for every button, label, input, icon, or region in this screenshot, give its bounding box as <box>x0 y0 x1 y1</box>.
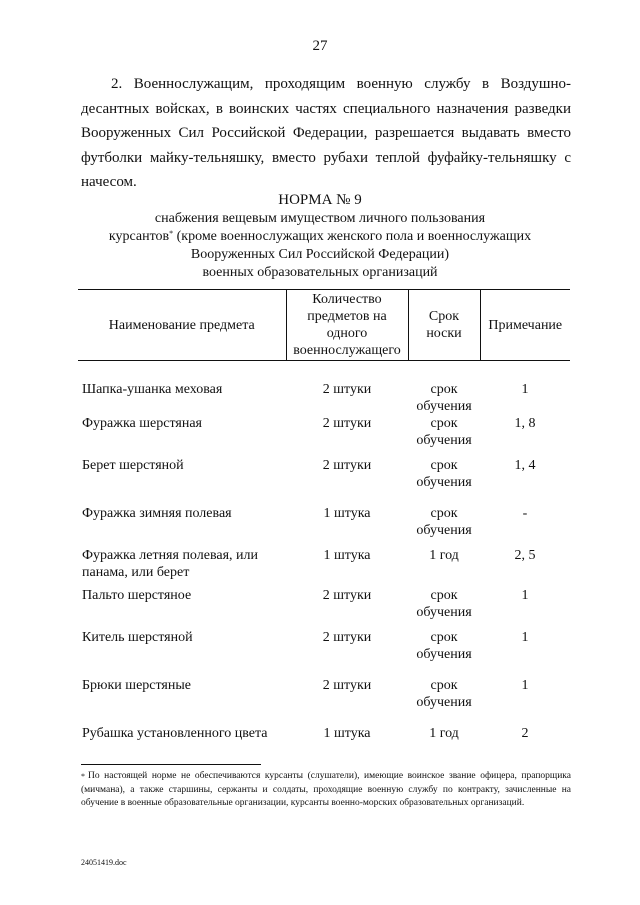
header-term: Срок носки <box>408 290 480 361</box>
cell-quantity: 1 штука <box>323 548 371 563</box>
cell-term: срок обучения <box>416 630 472 662</box>
cell-term: 1 год <box>429 726 459 741</box>
table-row <box>78 629 570 677</box>
cell-quantity: 2 штуки <box>322 458 372 473</box>
cell-item-name: Берет шерстяной <box>82 458 184 473</box>
table-row <box>78 505 570 547</box>
cell-term: срок обучения <box>416 506 472 538</box>
cell-note: - <box>522 506 528 521</box>
cell-term: срок обучения <box>416 382 472 414</box>
cell-term: срок обучения <box>416 458 472 490</box>
cell-item-name: Рубашка установленного цвета <box>82 726 268 741</box>
cell-item-name: Брюки шерстяные <box>82 678 191 693</box>
cell-item-name: Фуражка шерстяная <box>82 416 202 431</box>
footnote-mark: * <box>81 772 85 781</box>
cell-term: срок обучения <box>416 588 472 620</box>
table-body <box>78 361 570 766</box>
cell-item-name: Китель шерстяной <box>82 630 193 645</box>
norm-subtitle-line-3: Вооруженных Сил Российской Федерации) <box>190 247 450 262</box>
page-number: 27 <box>312 38 328 54</box>
cell-note: 1 <box>521 382 529 397</box>
table-row <box>78 457 570 505</box>
table-row <box>78 415 570 457</box>
cell-item-name: Пальто шерстяное <box>82 588 192 603</box>
cell-note: 2 <box>521 726 529 741</box>
cell-item-name: Фуражка зимняя полевая <box>82 506 232 521</box>
body-paragraph: 2. Военнослужащим, проходящим военную службу в Воздушно-десантных войсках, в воинских частях специального назначения разведки Вооруженных Сил Российской Федерации, разрешается выдавать вместо футболки майку-тельняшку, вместо рубахи теплой фуфайку-тельняшку с начесом. <box>81 76 571 190</box>
cell-note: 1 <box>521 630 529 645</box>
table-row <box>78 547 570 587</box>
cell-term: 1 год <box>429 548 459 563</box>
norm-subtitle <box>60 210 580 282</box>
cell-quantity: 2 штуки <box>322 382 372 397</box>
footnote <box>81 770 571 811</box>
cell-quantity: 2 штуки <box>322 416 372 431</box>
cell-item-name: Шапка-ушанка меховая <box>82 382 223 397</box>
cell-quantity: 1 штука <box>323 506 371 521</box>
norm-subtitle-line-2-end: (кроме военнослужащих женского пола и военнослужащих <box>173 229 532 244</box>
cell-note: 1 <box>521 588 529 603</box>
cell-term: срок обучения <box>416 678 472 710</box>
norm-subtitle-line-4: военных образовательных организаций <box>202 265 438 280</box>
cell-quantity: 2 штуки <box>322 630 372 645</box>
cell-note: 1 <box>521 678 529 693</box>
header-note: Примечание <box>480 290 570 361</box>
table-header-row <box>78 290 570 361</box>
document-id: 24051419.doc <box>81 858 127 867</box>
cell-quantity: 2 штуки <box>322 588 372 603</box>
footnote-divider <box>81 764 261 765</box>
header-quantity: Количество предметов на одного военнослужащего <box>286 290 408 361</box>
norm-table <box>78 289 570 765</box>
cell-note: 1, 8 <box>514 416 536 431</box>
footnote-text: По настоящей норме не обеспечиваются курсанты (слушатели), имеющие воинское звание офицера, прапорщика (мичмана), а также старшины, сержанты и солдаты, проходящие военную службу по контракту, зачисленные на обучение в военные образовательные организации, курсанты военно-морских образовательных организаций. <box>81 771 571 808</box>
footnote-reference: * <box>169 229 174 238</box>
norm-subtitle-line-2-start: курсантов <box>108 229 170 244</box>
cell-term: срок обучения <box>416 416 472 448</box>
cell-note: 1, 4 <box>514 458 536 473</box>
header-item-name: Наименование предмета <box>78 290 286 361</box>
cell-quantity: 1 штука <box>323 726 371 741</box>
norm-title: НОРМА № 9 <box>278 192 362 208</box>
table-row <box>78 587 570 629</box>
norm-subtitle-line-1: снабжения вещевым имуществом личного пользования <box>154 211 486 226</box>
cell-quantity: 2 штуки <box>322 678 372 693</box>
table-row <box>78 361 570 416</box>
norm-subtitle-line-2 <box>60 228 580 246</box>
table-row <box>78 725 570 765</box>
cell-item-name: Фуражка летняя полевая, или панама, или берет <box>82 548 258 580</box>
cell-note: 2, 5 <box>514 548 536 563</box>
table-row <box>78 677 570 725</box>
